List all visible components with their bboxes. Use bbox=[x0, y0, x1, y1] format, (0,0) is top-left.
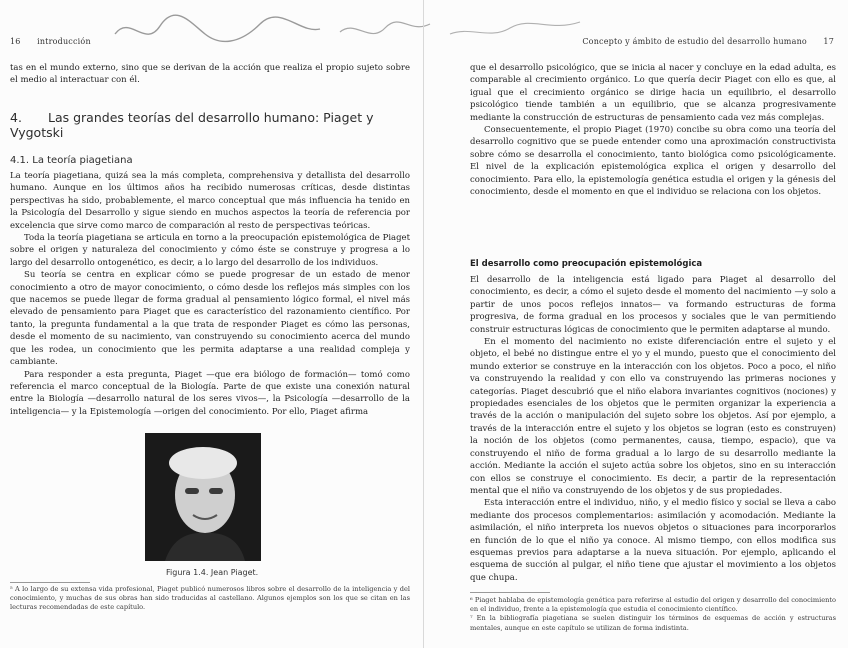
body-paragraph: La teoría piagetiana, quizá sea la más completa, comprehensiva y detallista del desarrollo humano. Aunque en los últimos años ha recibido numerosas críticas, desde distintas perspectivas ha sido, probablemente, el marco conceptual que más influencia ha tenido en la Psicología del Desarrollo y sigue siendo en muchos aspectos la teoría de referencia por excelencia que sirve como marco de comparación al resto de perspectivas teóricas. bbox=[10, 171, 410, 231]
piaget-photo bbox=[145, 433, 261, 561]
right-page-number: 17 bbox=[823, 37, 834, 46]
footnote: ⁶ Piaget hablaba de epistemología genética para referirse al estudio del origen y desarrollo del conocimiento en el individuo, frente a la epistemología que estudia el conocimiento científico. bbox=[470, 596, 836, 614]
footnote-rule bbox=[10, 582, 90, 583]
body-paragraph: Toda la teoría piagetiana se articula en torno a la preocupación epistemológica de Piaget sobre el origen y naturaleza del conocimiento y cómo éste se construye y progresa a lo largo del desarrollo ontogenético, es decir, a lo largo del desarrollo de los individuos. bbox=[10, 233, 410, 268]
right-body-top bbox=[470, 62, 836, 198]
left-header-title: introducción bbox=[37, 37, 91, 46]
footnote: ⁷ En la bibliografía piagetiana se suelen distinguir los términos de esquemas de acción y estructuras mentales, aunque en este capítulo se utilizan de forma indistinta. bbox=[470, 614, 836, 632]
right-subsection bbox=[470, 258, 836, 270]
body-paragraph: En el momento del nacimiento no existe diferenciación entre el sujeto y el objeto, el bebé no distingue entre el yo y el mundo, puesto que el conocimiento del mundo exterior se construye en la interacción con los objetos. Poco a poco, el niño va construyendo la realidad y con ello va construyendo las primeras nociones y categorías. Piaget descubrió que el niño elabora invariantes cognitivos (nociones) y propiedades esenciales de los objetos que le permiten organizar la experiencia a través de la acción o manipulación del sujeto sobre los objetos. Así por ejemplo, a través de la interacción entre el sujeto y los objetos se logran (esto es construyen) la noción de los objetos (como permanentes, causa, tiempo, espacio), que va construyendo el niño de forma gradual a lo largo de su desarrollo mediante la acción. Mediante la acción el sujeto actúa sobre los objetos, sino en su interacción con ellos se construye el conocimiento. Es decir, a partir de la representación mental que el niño va construyendo de los objetos y de sus propiedades. bbox=[470, 337, 836, 496]
section-title: Las grandes teorías del desarrollo humano: Piaget y Vygotski bbox=[10, 110, 374, 140]
section-number: 4. bbox=[10, 110, 22, 125]
body-paragraph: Consecuentemente, el propio Piaget (1970) concibe su obra como una teoría del desarrollo cognitivo que se puede entender como una aproximación constructivista sobre cómo se desarrolla el conocimiento, tanto biológica como psicológicamente. El nivel de la explicación epistemológica explica el origen y desarrollo del conocimiento. Para ello, la epistemología genética estudia el origen y la génesis del conocimiento, desde el momento en que el individuo se relaciona con los objetos. bbox=[470, 125, 836, 198]
body-paragraph: El desarrollo de la inteligencia está ligado para Piaget al desarrollo del conocimiento, es decir, a cómo el sujeto desde el momento del nacimiento —y solo a partir de unos pocos reflejos innatos— va formando estructuras de forma progresiva, de forma gradual en los procesos y sociales que le van permitiendo construir estructuras lógicas de conocimiento que le permiten adaptarse al mundo. bbox=[470, 275, 836, 335]
body-paragraph: Esta interacción entre el individuo, niño, y el medio físico y social se lleva a cabo mediante dos procesos complementarios: asimilación y acomodación. Mediante la asimilación, el niño interpreta los nuevos objetos o situaciones para incorporarlos en función de lo que el niño ya conoce. Al mismo tiempo, con ellos modifica sus esquemas previos para adaptarse a la nueva situación. Por ejemplo, aplicando el esquema de succión al pulgar, el niño tiene que ajustar el movimiento a los objetos que chupa. bbox=[470, 498, 836, 583]
left-running-head bbox=[10, 37, 91, 46]
section-heading bbox=[10, 110, 390, 140]
right-page bbox=[424, 0, 848, 648]
right-body bbox=[470, 274, 836, 584]
right-running-head bbox=[582, 37, 834, 46]
figure-caption: Figura 1.4. Jean Piaget. bbox=[166, 568, 259, 577]
left-page-number: 16 bbox=[10, 37, 21, 46]
footnote-rule bbox=[470, 592, 550, 593]
body-paragraph: Para responder a esta pregunta, Piaget —que era biólogo de formación— tomó como referencia el marco conceptual de la Biología. Parte de que existe una conexión natural entre la Biología —desarrollo natural de los seres vivos—, la Psicología —desarrollo de la inteligencia— y la Epistemología —origen del conocimiento. Por ello, Piaget afirma bbox=[10, 369, 410, 417]
right-footnotes bbox=[470, 596, 836, 633]
subsection-heading: 4.1. La teoría piagetiana bbox=[10, 155, 133, 166]
left-body bbox=[10, 170, 410, 418]
intro-paragraph: tas en el mundo externo, sino que se derivan de la acción que realiza el propio sujeto sobre el medio al interactuar con él. bbox=[10, 63, 410, 86]
subsection-heading: El desarrollo como preocupación epistemológica bbox=[470, 259, 703, 269]
left-intro bbox=[10, 62, 410, 87]
right-header-title: Concepto y ámbito de estudio del desarrollo humano bbox=[582, 37, 807, 46]
body-paragraph: que el desarrollo psicológico, que se inicia al nacer y concluye en la edad adulta, es comparable al crecimiento orgánico. Lo que quería decir Piaget con ello es que, al igual que el crecimiento orgánico se dirige hacia un equilibrio, el desarrollo psicológico tiende también a un equilibrio, que se alcanza progresivamente mediante la construcción de estructuras de pensamiento cada vez más complejas. bbox=[470, 63, 836, 123]
body-paragraph: Su teoría se centra en explicar cómo se puede progresar de un estado de menor conocimiento a otro de mayor conocimiento, o cómo desde los reflejos más simples con los que nacemos se puede llegar de forma gradual al pensamiento lógico formal, el nivel más elevado de pensamiento para Piaget que es característico del razonamiento científico. Por tanto, la pregunta fundamental a la que trata de responder Piaget es cómo las personas, desde el momento de su nacimiento, van construyendo su conocimiento acerca del mundo que les rodea, un conocimiento que les permita adaptarse a una realidad compleja y cambiante. bbox=[10, 270, 410, 368]
left-footnote: ⁵ A lo largo de su extensa vida profesional, Piaget publicó numerosos libros sobre el desarrollo de la inteligencia y del conocimiento, y muchas de sus obras han sido traducidas al castellano. Algunos ejemplos son los que se citan en las lecturas recomendadas de este capítulo. bbox=[10, 585, 410, 612]
